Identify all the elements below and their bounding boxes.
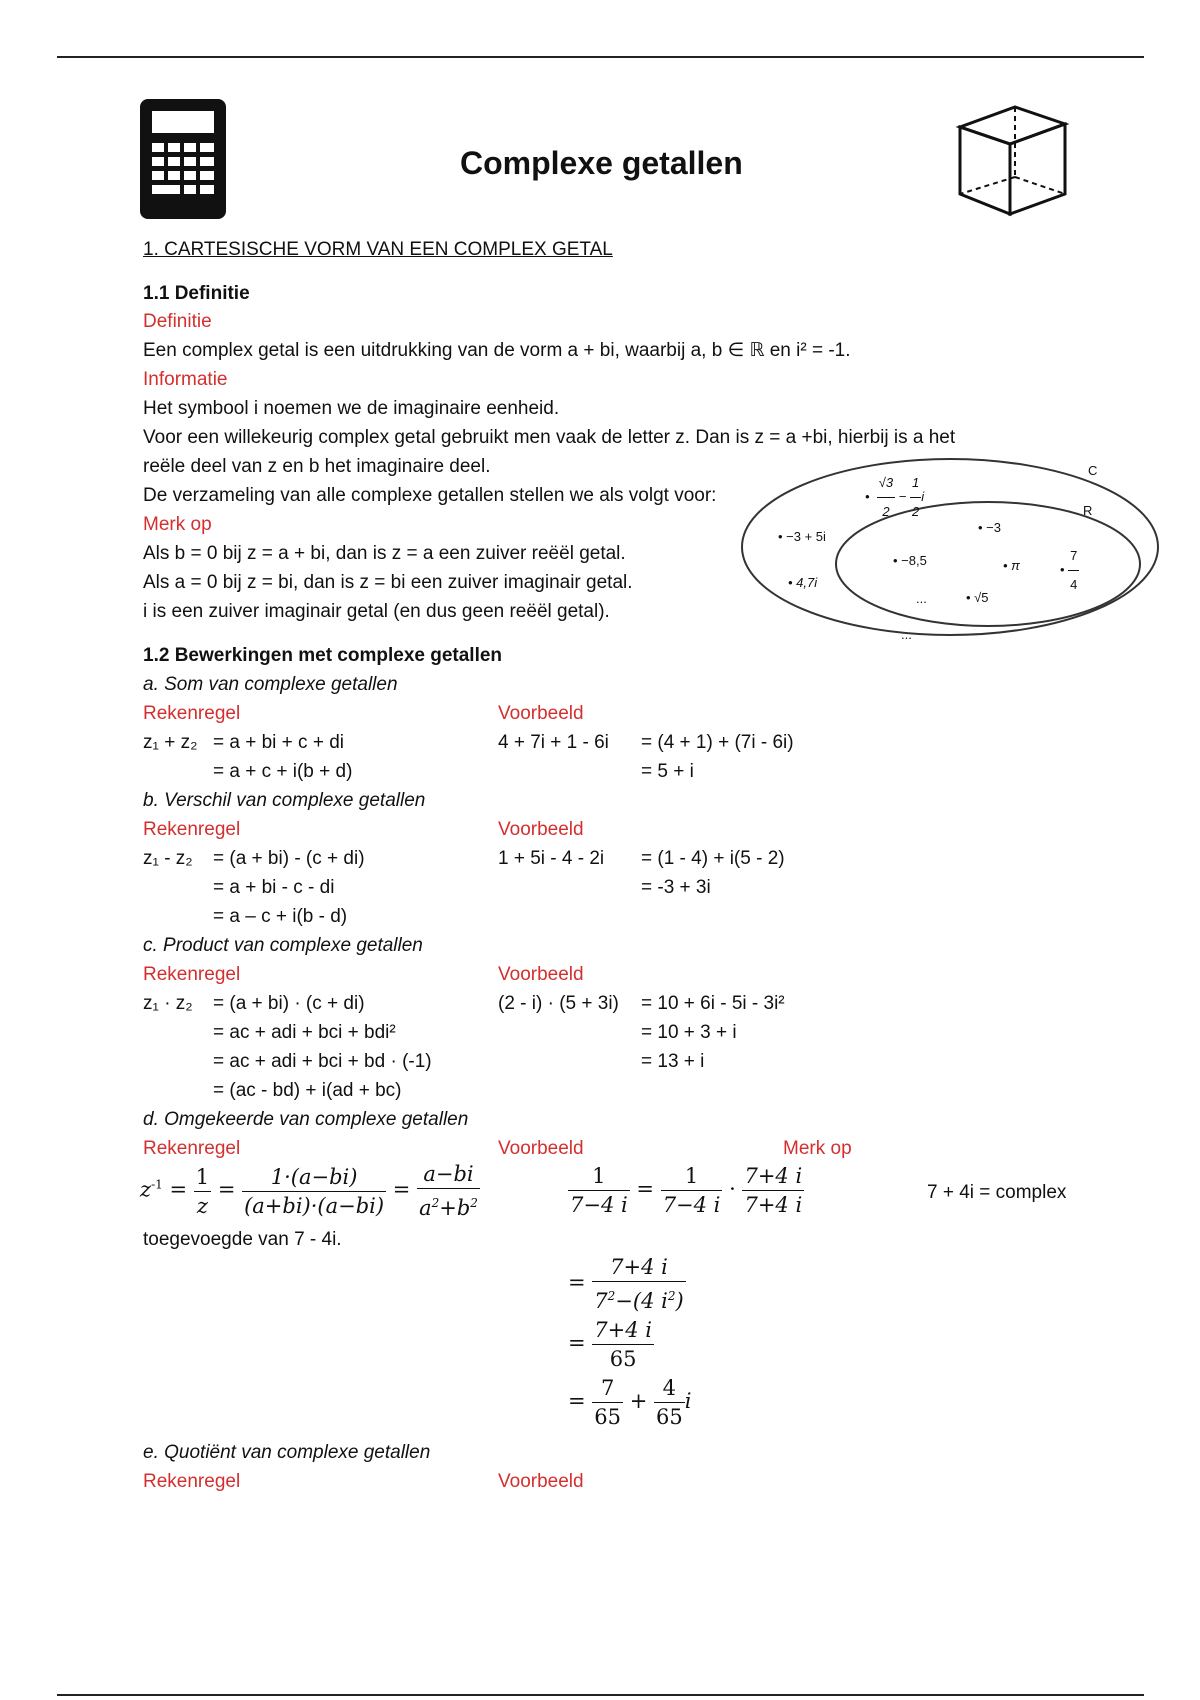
point-inner-ellipsis: ... bbox=[916, 591, 927, 606]
inverse-example-step3: = $\frac{7+4 i}{65}$ bbox=[568, 1318, 652, 1371]
rule-line: = a + bi + c + di bbox=[213, 732, 344, 753]
section-heading-cartesisch: 1. CARTESISCHE VORM VAN EEN COMPLEX GETAL bbox=[143, 239, 613, 260]
point-inner: • π bbox=[1003, 558, 1020, 573]
label-merk-op: Merk op bbox=[143, 514, 212, 535]
merkop-line: i is een zuiver imaginair getal (en dus geen reëël getal). bbox=[143, 601, 610, 622]
op-title-verschil: b. Verschil van complexe getallen bbox=[143, 790, 426, 811]
set-label-r: R bbox=[1083, 503, 1093, 518]
cube-icon bbox=[955, 102, 1070, 217]
example-line: = 10 + 3 + i bbox=[641, 1022, 737, 1043]
inverse-example-step4: = $\frac{7}{65}$ + $\frac{4}{65}$ i bbox=[568, 1376, 692, 1429]
merkop-line: Als b = 0 bij z = a + bi, dan is z = a een zuiver reëël getal. bbox=[143, 543, 626, 564]
point-sqrt3-half: • $\frac{√3}{2}$ − $\frac{1}{2}$ i bbox=[865, 469, 924, 526]
definitie-text: Een complex getal is een uitdrukking van de vorm a + bi, waarbij a, b ∈ ℝ en i² = -1. bbox=[143, 340, 851, 361]
rule-line: = a – c + i(b - d) bbox=[213, 906, 348, 927]
merkop-note: 7 + 4i = complex bbox=[927, 1182, 1067, 1203]
set-label-c: C bbox=[1088, 463, 1098, 478]
rule-lhs: z₁ - z₂ bbox=[143, 848, 193, 869]
point-inner: • −3 bbox=[978, 520, 1001, 535]
label-informatie: Informatie bbox=[143, 369, 228, 390]
point-inner: • √5 bbox=[966, 590, 989, 605]
point-outer: • −3 + 5i bbox=[778, 529, 826, 544]
example-line: = 13 + i bbox=[641, 1051, 705, 1072]
inverse-example-step2: = $\frac{7+4 i}{7^2-(4 i^2)}$ bbox=[568, 1255, 684, 1313]
inverse-rule-formula: $z^{-1}$ = $\frac{1}{z}$ = $\frac{1\cdot(a-bi)}{(a+bi)\cdot(a-bi)}$ = $\frac{a-bi}{a^2+b^2}$ bbox=[140, 1162, 478, 1220]
rule-lhs: z₁ + z₂ bbox=[143, 732, 198, 753]
example-lhs: (2 - i) · (5 + 3i) bbox=[498, 993, 619, 1014]
rule-line: = ac + adi + bci + bd · (-1) bbox=[213, 1051, 432, 1072]
rekenregel-label: Rekenregel bbox=[143, 703, 241, 724]
example-line: = 5 + i bbox=[641, 761, 694, 782]
number-set-diagram bbox=[738, 455, 1163, 650]
example-lhs: 4 + 7i + 1 - 6i bbox=[498, 732, 609, 753]
op-title-product: c. Product van complexe getallen bbox=[143, 935, 423, 956]
page-title: Complexe getallen bbox=[460, 145, 743, 181]
merkop-line: Als a = 0 bij z = bi, dan is z = bi een zuiver imaginair getal. bbox=[143, 572, 633, 593]
point-seven-fourth: • $\frac{7}{4}$ bbox=[1060, 542, 1079, 599]
rule-line: = (a + bi) - (c + di) bbox=[213, 848, 365, 869]
rule-line: = ac + adi + bci + bdi² bbox=[213, 1022, 396, 1043]
point-outer: • 4,7i bbox=[788, 575, 818, 590]
rule-line: = a + c + i(b + d) bbox=[213, 761, 353, 782]
rekenregel-label: Rekenregel bbox=[143, 964, 241, 985]
example-line: = (4 + 1) + (7i - 6i) bbox=[641, 732, 794, 753]
merkop-note-continued: toegevoegde van 7 - 4i. bbox=[143, 1229, 342, 1250]
voorbeeld-label: Voorbeeld bbox=[498, 964, 584, 985]
rekenregel-label: Rekenregel bbox=[143, 1471, 241, 1492]
example-lhs: 1 + 5i - 4 - 2i bbox=[498, 848, 605, 869]
label-definitie: Definitie bbox=[143, 311, 212, 332]
subheading-bewerkingen: 1.2 Bewerkingen met complexe getallen bbox=[143, 645, 503, 666]
voorbeeld-label: Voorbeeld bbox=[498, 819, 584, 840]
subheading-definitie: 1.1 Definitie bbox=[143, 283, 250, 304]
voorbeeld-label: Voorbeeld bbox=[498, 1471, 584, 1492]
rule-line: = (ac - bd) + i(ad + bc) bbox=[213, 1080, 402, 1101]
rekenregel-label: Rekenregel bbox=[143, 819, 241, 840]
rule-line: = (a + bi) · (c + di) bbox=[213, 993, 365, 1014]
voorbeeld-label: Voorbeeld bbox=[498, 1138, 584, 1159]
merkop-label: Merk op bbox=[783, 1138, 852, 1159]
rule-lhs: z₁ · z₂ bbox=[143, 993, 193, 1014]
info-line: De verzameling van alle complexe getallen stellen we als volgt voor: bbox=[143, 485, 717, 506]
point-inner: • −8,5 bbox=[893, 553, 927, 568]
example-line: = -3 + 3i bbox=[641, 877, 711, 898]
info-line: reële deel van z en b het imaginaire deel. bbox=[143, 456, 491, 477]
rule-line: = a + bi - c - di bbox=[213, 877, 335, 898]
voorbeeld-label: Voorbeeld bbox=[498, 703, 584, 724]
set-ellipses bbox=[738, 455, 1163, 650]
calculator-icon bbox=[138, 97, 228, 221]
inverse-example-step1: $\frac{1}{7-4 i}$ = $\frac{1}{7-4 i}$ · $\frac{7+4 i}{7+4 i}$ bbox=[570, 1164, 803, 1217]
info-line: Voor een willekeurig complex getal gebruikt men vaak de letter z. Dan is z = a +bi, hierbij is a het bbox=[143, 427, 956, 448]
info-line: Het symbool i noemen we de imaginaire eenheid. bbox=[143, 398, 560, 419]
top-rule bbox=[57, 56, 1144, 58]
op-title-quotient: e. Quotiënt van complexe getallen bbox=[143, 1442, 431, 1463]
op-title-omgekeerde: d. Omgekeerde van complexe getallen bbox=[143, 1109, 469, 1130]
rekenregel-label: Rekenregel bbox=[143, 1138, 241, 1159]
bottom-rule bbox=[57, 1694, 1144, 1696]
example-line: = 10 + 6i - 5i - 3i² bbox=[641, 993, 785, 1014]
example-line: = (1 - 4) + i(5 - 2) bbox=[641, 848, 785, 869]
point-outer-ellipsis: ... bbox=[901, 627, 912, 642]
op-title-som: a. Som van complexe getallen bbox=[143, 674, 398, 695]
